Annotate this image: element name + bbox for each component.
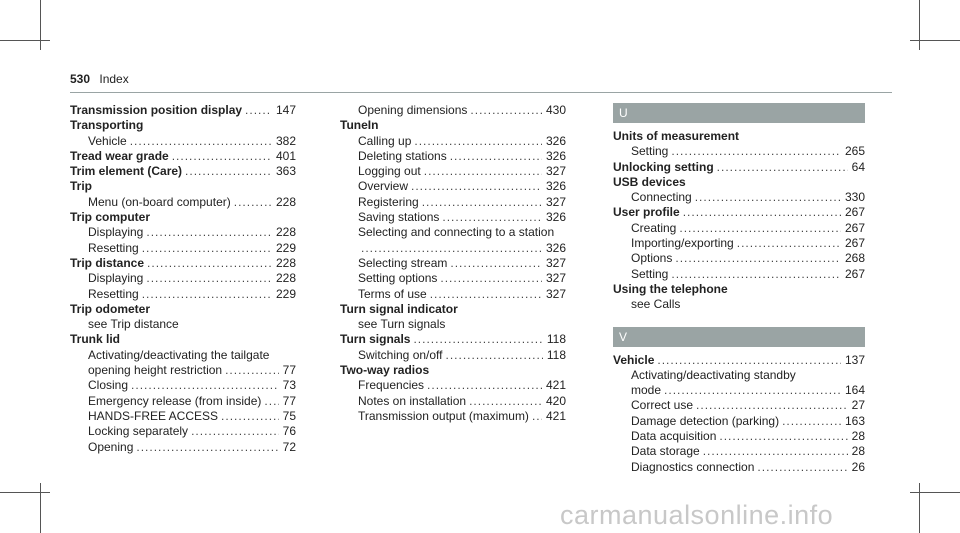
page-ref[interactable]: 326 xyxy=(545,148,566,163)
entry-text: User profile xyxy=(613,205,680,220)
page-ref[interactable]: 430 xyxy=(545,103,566,117)
entry-text: Terms of use xyxy=(358,286,427,301)
dot-leader xyxy=(675,251,841,266)
entry-text: Connecting xyxy=(631,190,692,205)
index-entry[interactable] xyxy=(340,134,566,149)
entry-text: Correct use xyxy=(631,398,694,413)
entry-text: Deleting stations xyxy=(358,148,447,163)
dot-leader xyxy=(696,398,848,413)
dot-leader xyxy=(130,134,272,149)
entry-text: Opening dimensions xyxy=(358,103,468,117)
index-entry[interactable] xyxy=(340,164,566,179)
dot-leader xyxy=(172,149,272,164)
index-entry[interactable] xyxy=(613,144,865,159)
dot-leader xyxy=(411,179,542,194)
entry-text: Using the telephone xyxy=(613,281,728,296)
page-ref[interactable]: 326 xyxy=(545,240,566,255)
index-entry xyxy=(70,317,296,332)
index-entry[interactable] xyxy=(340,195,566,210)
page-ref[interactable]: 26 xyxy=(851,459,865,474)
entry-text: Closing xyxy=(88,378,129,393)
index-entry[interactable] xyxy=(70,225,296,240)
section-letter: V xyxy=(613,327,865,347)
page-ref[interactable]: 326 xyxy=(545,133,566,148)
index-entry[interactable] xyxy=(340,409,566,424)
entry-text: Menu (on-board computer) xyxy=(88,194,231,209)
page-ref[interactable]: 118 xyxy=(546,332,566,347)
page-ref[interactable]: 267 xyxy=(844,266,865,281)
crop-mark xyxy=(919,0,920,50)
entry-text: Trip xyxy=(70,179,93,194)
dot-leader xyxy=(131,378,279,393)
entry-text: Trip odometer xyxy=(70,301,151,316)
page-ref[interactable]: 401 xyxy=(275,148,296,163)
section-gap xyxy=(613,313,865,327)
index-entry[interactable] xyxy=(70,195,296,210)
entry-text: Unlocking setting xyxy=(613,159,714,174)
index-entry xyxy=(613,175,865,190)
dot-leader xyxy=(146,271,272,286)
index-entry[interactable] xyxy=(70,409,296,424)
dot-leader xyxy=(469,394,542,409)
index-entry[interactable] xyxy=(340,103,566,118)
index-entry[interactable] xyxy=(70,134,296,149)
index-entry[interactable] xyxy=(340,179,566,194)
dot-leader xyxy=(679,221,841,236)
page-ref[interactable]: 327 xyxy=(545,194,566,209)
dot-leader xyxy=(440,271,542,286)
index-entry[interactable] xyxy=(613,444,865,459)
page-ref[interactable]: 75 xyxy=(282,408,296,423)
entry-text: Resetting xyxy=(88,286,139,301)
index-entry[interactable] xyxy=(613,398,865,413)
index-entry[interactable] xyxy=(70,256,296,271)
index-entry[interactable] xyxy=(613,251,865,266)
entry-text: Data storage xyxy=(631,444,700,459)
dot-leader xyxy=(737,236,841,251)
section-title: Index xyxy=(99,72,129,86)
index-column-1 xyxy=(70,103,296,455)
index-entry[interactable] xyxy=(340,348,566,363)
entry-text: Transmission position display xyxy=(70,103,243,117)
page-ref[interactable]: 228 xyxy=(275,271,296,286)
entry-text: TuneIn xyxy=(340,118,379,133)
page-ref[interactable]: 268 xyxy=(844,251,865,266)
entry-text: HANDS-FREE ACCESS xyxy=(88,408,219,423)
dot-leader xyxy=(147,256,272,271)
index-entry xyxy=(613,282,865,297)
dot-leader xyxy=(719,429,847,444)
entry-text: Setting xyxy=(631,266,669,281)
entry-text: Setting xyxy=(631,144,669,159)
dot-leader xyxy=(185,164,272,179)
page-ref[interactable]: 77 xyxy=(282,363,296,378)
index-entry[interactable] xyxy=(70,241,296,256)
index-entry xyxy=(70,348,296,363)
entry-text: opening height restriction xyxy=(88,363,223,378)
entry-text: Units of measurement xyxy=(613,129,740,143)
index-entry[interactable] xyxy=(70,164,296,179)
entry-text: Turn signals xyxy=(340,332,411,347)
page-ref[interactable]: 27 xyxy=(851,398,865,413)
entry-text: Damage detection (parking) xyxy=(631,413,780,428)
entry-text: Registering xyxy=(358,194,419,209)
page-ref[interactable]: 64 xyxy=(851,159,865,174)
crop-mark xyxy=(910,40,960,41)
dot-leader xyxy=(757,460,847,475)
page-ref[interactable]: 265 xyxy=(844,144,865,159)
dot-leader xyxy=(703,444,848,459)
dot-leader xyxy=(234,195,272,210)
entry-text: Notes on installation xyxy=(358,393,467,408)
page-ref[interactable]: 330 xyxy=(844,190,865,205)
dot-leader xyxy=(695,190,841,205)
dot-leader xyxy=(782,414,841,429)
entry-text: Turn signal indicator xyxy=(340,301,458,316)
entry-text: Activating/deactivating the tailgate xyxy=(88,347,270,362)
page-ref[interactable]: 421 xyxy=(545,408,566,423)
entry-text: see Turn signals xyxy=(358,317,446,332)
index-entry[interactable] xyxy=(340,332,566,347)
index-column-3 xyxy=(613,103,865,475)
dot-leader xyxy=(413,332,542,347)
dot-leader xyxy=(245,103,272,118)
index-entry xyxy=(340,118,566,133)
page-ref[interactable]: 229 xyxy=(275,286,296,301)
page-ref[interactable]: 76 xyxy=(282,424,296,439)
page-ref[interactable]: 363 xyxy=(275,164,296,179)
index-entry xyxy=(613,297,865,312)
entry-text: Trip distance xyxy=(70,255,145,270)
index-entry[interactable] xyxy=(613,353,865,368)
page-ref[interactable]: 326 xyxy=(545,210,566,225)
index-entry[interactable] xyxy=(70,424,296,439)
index-entry[interactable] xyxy=(340,378,566,393)
entry-text: Trip computer xyxy=(70,210,151,225)
index-entry[interactable] xyxy=(70,363,296,378)
dot-leader xyxy=(532,409,542,424)
dot-leader xyxy=(424,164,542,179)
index-entry xyxy=(340,317,566,332)
crop-mark xyxy=(40,483,41,533)
dot-leader xyxy=(671,144,841,159)
index-entry xyxy=(70,118,296,133)
dot-leader xyxy=(422,195,542,210)
index-entry[interactable] xyxy=(613,267,865,282)
page-ref[interactable]: 28 xyxy=(851,444,865,459)
page-ref[interactable]: 164 xyxy=(844,383,865,398)
entry-text: Diagnostics connection xyxy=(631,459,755,474)
index-entry xyxy=(613,129,865,144)
dot-leader xyxy=(657,353,841,368)
entry-text: Displaying xyxy=(88,225,144,240)
index-entry[interactable] xyxy=(340,256,566,271)
entry-text: Displaying xyxy=(88,271,144,286)
watermark: carmanualsonline.info xyxy=(560,500,834,530)
index-entry[interactable] xyxy=(613,205,865,220)
page-ref[interactable]: 421 xyxy=(545,378,566,393)
dot-leader xyxy=(664,383,841,398)
entry-text: Options xyxy=(631,251,673,266)
entry-text: Overview xyxy=(358,179,409,194)
index-entry[interactable] xyxy=(340,241,566,256)
entry-text: Two-way radios xyxy=(340,363,430,378)
index-entry[interactable] xyxy=(340,149,566,164)
dot-leader xyxy=(414,134,542,149)
index-entry[interactable] xyxy=(613,429,865,444)
page-ref[interactable]: 118 xyxy=(546,347,566,362)
entry-text: Selecting and connecting to a station xyxy=(358,225,555,240)
dot-leader xyxy=(191,424,279,439)
entry-text: Calling up xyxy=(358,133,412,148)
crop-mark xyxy=(910,492,960,493)
index-entry xyxy=(70,302,296,317)
entry-text: Saving stations xyxy=(358,210,440,225)
entry-text: Trim element (Care) xyxy=(70,164,183,179)
index-entry[interactable] xyxy=(613,414,865,429)
index-entry[interactable] xyxy=(70,149,296,164)
entry-text: Transporting xyxy=(70,118,144,133)
index-entry xyxy=(70,332,296,347)
page-ref[interactable]: 72 xyxy=(282,439,296,454)
entry-text: Transmission output (maximum) xyxy=(358,408,529,423)
dot-leader xyxy=(142,241,272,256)
section-letter: U xyxy=(613,103,865,123)
page-ref[interactable]: 267 xyxy=(844,220,865,235)
index-entry[interactable] xyxy=(70,287,296,302)
dot-leader xyxy=(683,205,841,220)
index-entry[interactable] xyxy=(340,210,566,225)
crop-mark xyxy=(0,492,50,493)
entry-text: see Calls xyxy=(631,297,681,312)
page-ref[interactable]: 77 xyxy=(282,393,296,408)
entry-text: Logging out xyxy=(358,164,421,179)
entry-text: Frequencies xyxy=(358,378,425,393)
index-entry xyxy=(340,302,566,317)
entry-text: Data acquisition xyxy=(631,429,717,444)
index-entry[interactable] xyxy=(613,460,865,475)
dot-leader xyxy=(717,160,848,175)
index-entry[interactable] xyxy=(340,271,566,286)
page-number: 530 xyxy=(70,72,91,86)
crop-mark xyxy=(0,40,50,41)
entry-text: Tread wear grade xyxy=(70,148,169,163)
index-entry xyxy=(613,368,865,383)
index-entry[interactable] xyxy=(340,394,566,409)
index-entry xyxy=(70,179,296,194)
page-ref[interactable]: 420 xyxy=(545,393,566,408)
page-ref[interactable]: 382 xyxy=(275,133,296,148)
dot-leader xyxy=(430,287,542,302)
entry-text: Vehicle xyxy=(88,133,127,148)
page-ref[interactable]: 73 xyxy=(282,378,296,393)
dot-leader xyxy=(442,210,542,225)
index-entry[interactable] xyxy=(613,160,865,175)
page-ref[interactable]: 228 xyxy=(275,255,296,270)
index-entry[interactable] xyxy=(70,103,296,118)
page-ref[interactable]: 326 xyxy=(545,179,566,194)
page-ref[interactable]: 28 xyxy=(851,429,865,444)
entry-text: Creating xyxy=(631,220,677,235)
entry-text: Selecting stream xyxy=(358,255,448,270)
entry-text: Emergency release (from inside) xyxy=(88,393,262,408)
index-entry[interactable] xyxy=(340,287,566,302)
crop-mark xyxy=(919,483,920,533)
page-ref[interactable]: 327 xyxy=(545,286,566,301)
entry-text: Vehicle xyxy=(613,352,655,367)
entry-text: Locking separately xyxy=(88,424,189,439)
entry-text: Activating/deactivating standby xyxy=(631,367,796,382)
index-entry[interactable] xyxy=(613,221,865,236)
index-entry[interactable] xyxy=(70,378,296,393)
dot-leader xyxy=(142,287,272,302)
entry-text: Setting options xyxy=(358,271,438,286)
index-column-2 xyxy=(340,103,566,424)
index-entry xyxy=(70,210,296,225)
dot-leader xyxy=(450,256,542,271)
index-entry xyxy=(340,363,566,378)
dot-leader xyxy=(427,378,542,393)
dot-leader xyxy=(264,394,278,409)
index-entry[interactable] xyxy=(70,440,296,455)
entry-text: mode xyxy=(631,383,662,398)
page-ref[interactable]: 147 xyxy=(275,103,296,117)
page-ref[interactable]: 327 xyxy=(545,271,566,286)
index-entry[interactable] xyxy=(613,190,865,205)
page-ref[interactable]: 163 xyxy=(844,413,865,428)
dot-leader xyxy=(671,267,841,282)
entry-text: see Trip distance xyxy=(88,317,179,332)
entry-text: Switching on/off xyxy=(358,347,443,362)
index-entry[interactable] xyxy=(70,394,296,409)
index-entry[interactable] xyxy=(613,383,865,398)
index-entry[interactable] xyxy=(70,271,296,286)
entry-text: Importing/exporting xyxy=(631,236,734,251)
index-entry xyxy=(340,225,566,240)
entry-text: Trunk lid xyxy=(70,332,121,347)
page-ref[interactable]: 228 xyxy=(275,225,296,240)
entry-text: Opening xyxy=(88,439,134,454)
page-ref[interactable]: 327 xyxy=(545,255,566,270)
page-ref[interactable]: 267 xyxy=(844,236,865,251)
dot-leader xyxy=(225,363,279,378)
dot-leader xyxy=(470,103,542,118)
page-ref[interactable]: 327 xyxy=(545,164,566,179)
page-ref[interactable]: 229 xyxy=(275,240,296,255)
page-ref[interactable]: 228 xyxy=(275,194,296,209)
dot-leader xyxy=(136,440,278,455)
dot-leader xyxy=(450,149,542,164)
header-divider xyxy=(70,92,892,93)
page-ref[interactable]: 267 xyxy=(844,205,865,220)
page-header xyxy=(70,72,129,86)
index-entry[interactable] xyxy=(613,236,865,251)
dot-leader xyxy=(361,241,542,256)
crop-mark xyxy=(40,0,41,50)
entry-text: Resetting xyxy=(88,240,139,255)
page-ref[interactable]: 137 xyxy=(844,352,865,367)
entry-text: USB devices xyxy=(613,174,686,189)
dot-leader xyxy=(446,348,543,363)
dot-leader xyxy=(221,409,279,424)
dot-leader xyxy=(146,225,272,240)
